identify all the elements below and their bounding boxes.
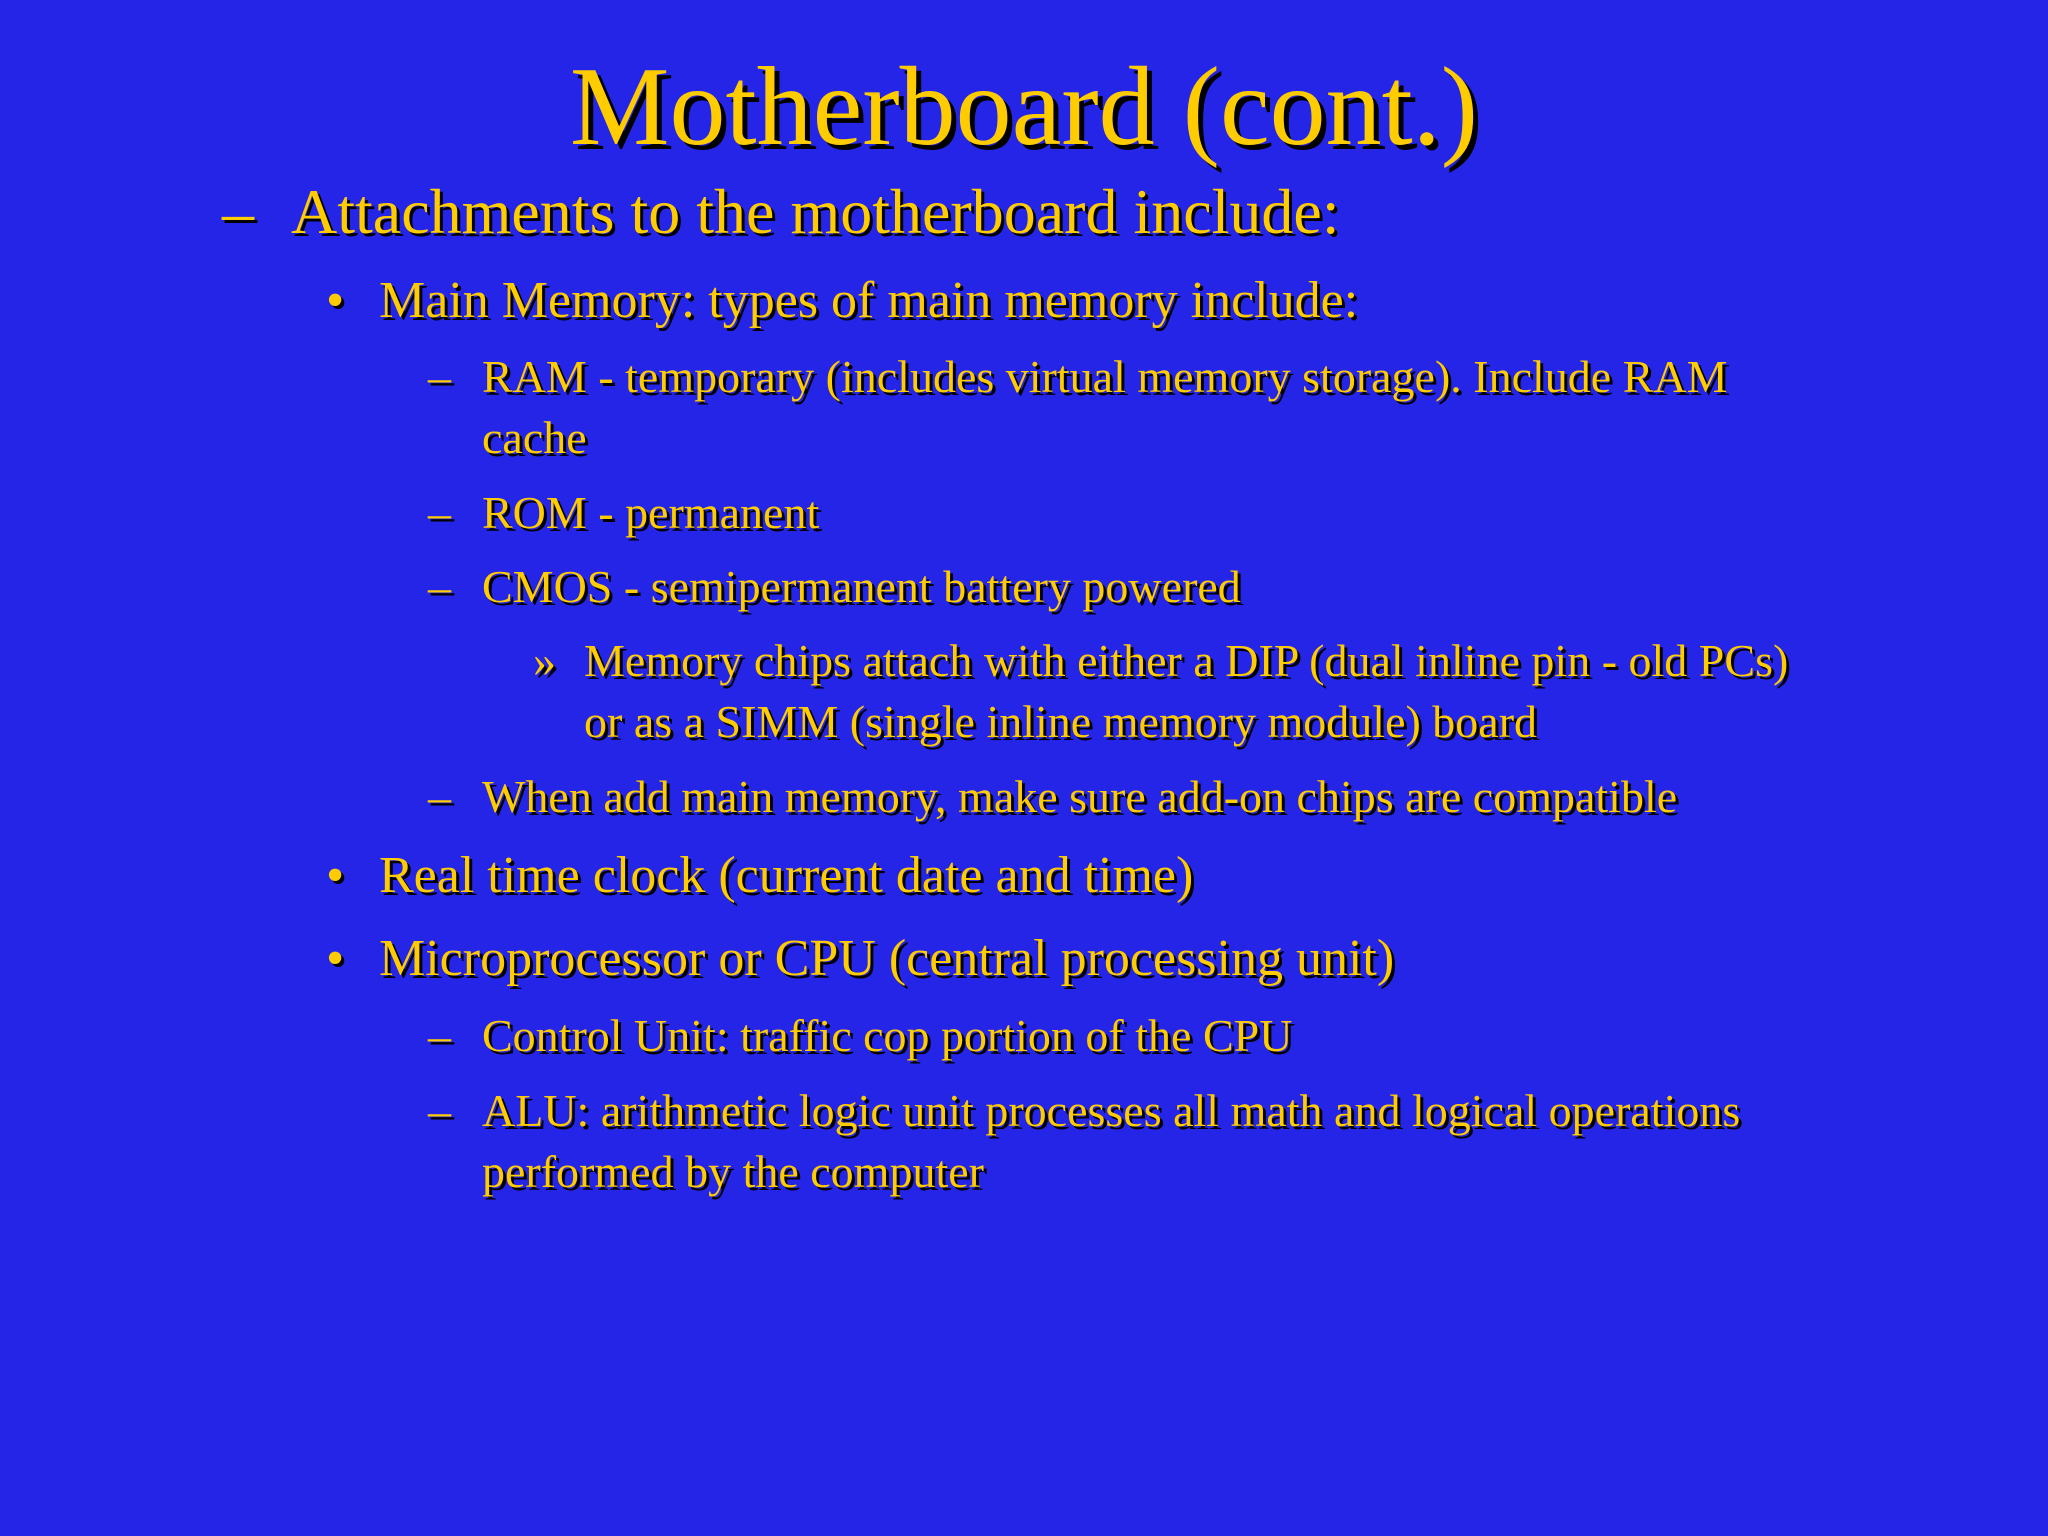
dash-marker: – — [428, 1085, 451, 1136]
bullet-memory-chips-line2: or as a SIMM (single inline memory module) board — [584, 696, 1538, 747]
bullet-rom: ROM - permanent — [482, 487, 820, 538]
bullet-alu-line2: performed by the computer — [482, 1146, 984, 1197]
bullet-marker: • — [326, 272, 345, 329]
bullet-microprocessor: Microprocessor or CPU (central processing unit) — [379, 930, 1395, 987]
bullet-marker: • — [326, 847, 345, 904]
dash-marker: – — [222, 176, 254, 247]
bullet-alu — [482, 1080, 1740, 1202]
bullet-ram-line1: RAM - temporary (includes virtual memory storage). Include RAM — [482, 351, 1728, 402]
dash-marker: – — [428, 561, 451, 612]
bullet-memory-chips — [584, 630, 1788, 752]
raquo-marker: » — [533, 635, 556, 686]
bullet-ram-line2: cache — [482, 412, 587, 463]
bullet-add-memory: When add main memory, make sure add-on chips are compatible — [482, 771, 1678, 822]
bullet-cmos: CMOS - semipermanent battery powered — [482, 561, 1241, 612]
bullet-memory-chips-line1: Memory chips attach with either a DIP (dual inline pin - old PCs) — [584, 635, 1789, 686]
bullet-attachments: Attachments to the motherboard include: — [291, 176, 1340, 247]
bullet-ram — [482, 346, 1728, 468]
dash-marker: – — [428, 351, 451, 402]
bullet-marker: • — [326, 930, 345, 987]
dash-marker: – — [428, 1010, 451, 1061]
dash-marker: – — [428, 487, 451, 538]
bullet-control-unit: Control Unit: traffic cop portion of the CPU — [482, 1010, 1293, 1061]
bullet-alu-line1: ALU: arithmetic logic unit processes all math and logical operations — [482, 1085, 1741, 1136]
bullet-real-time-clock: Real time clock (current date and time) — [379, 847, 1194, 904]
dash-marker: – — [428, 771, 451, 822]
bullet-main-memory: Main Memory: types of main memory include: — [379, 272, 1359, 329]
slide-title: Motherboard (cont.) — [569, 45, 1479, 169]
